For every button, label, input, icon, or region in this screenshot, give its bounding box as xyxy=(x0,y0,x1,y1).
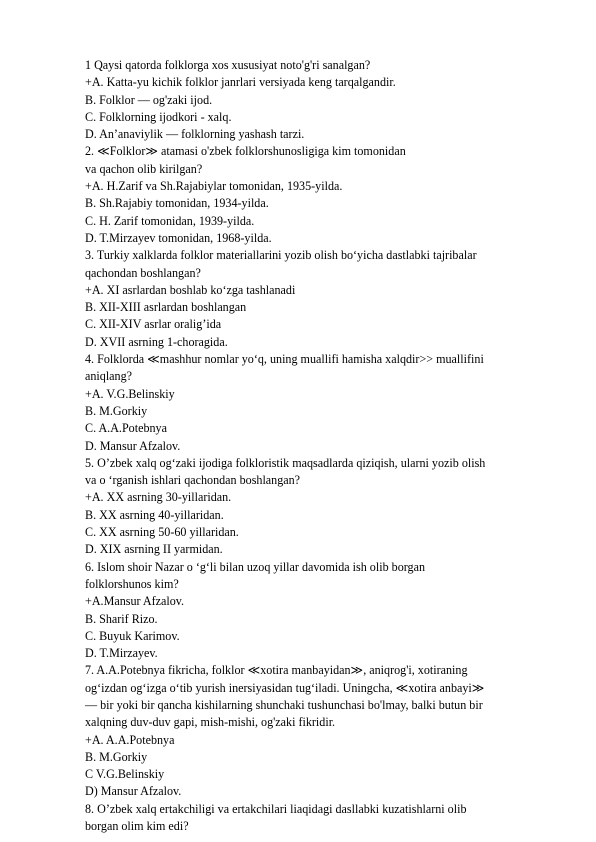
text-line: D. Mansur Afzalov. xyxy=(85,438,181,453)
text-line: 4. Folklorda ≪mashhur nomlar yo‘q, uning muallifi hamisha xalqdir>> muallifini xyxy=(85,352,484,367)
text-line: D. XIX asrning II yarmidan. xyxy=(85,542,223,557)
text-line: D. XVII asrning 1-choragida. xyxy=(85,334,228,349)
text-line: 8. O’zbek xalq ertakchiligi va ertakchilari liaqidagi dasllabki kuzatishlarni olib xyxy=(85,801,467,816)
text-line: +A.Mansur Afzalov. xyxy=(85,594,185,609)
text-line: C. XII-XIV asrlar oralig’ida xyxy=(85,317,222,332)
text-line: C V.G.Belinskiy xyxy=(85,767,165,782)
text-line: +A. H.Zarif va Sh.Rajabiylar tomonidan, 1935-yilda. xyxy=(85,179,343,194)
text-line: va o ‘rganish ishlari qachondan boshlangan? xyxy=(85,473,301,488)
text-line: +A. V.G.Belinskiy xyxy=(85,386,175,401)
text-line: B. XII-XIII asrlardan boshlangan xyxy=(85,300,247,315)
text-line: B. Sh.Rajabiy tomonidan, 1934-yilda. xyxy=(85,196,269,211)
text-line: B. M.Gorkiy xyxy=(85,403,148,418)
text-line: 6. Islom shoir Nazar o ‘g‘li bilan uzoq yillar davomida ish olib borgan xyxy=(85,559,426,574)
text-line: folklorshunos kim? xyxy=(85,576,179,591)
text-line: 2. ≪Folklor≫ atamasi o'zbek folklorshunosligiga kim tomonidan xyxy=(85,144,406,159)
text-line: og‘izdan og‘izga o‘tib yurish inersiyasidan tug‘iladi. Uningcha, ≪xotira anbayi≫ xyxy=(85,680,485,695)
text-line: 7. A.A.Potebnya fikricha, folklor ≪xotira manbayidan≫, aniqrog'i, xotiraning xyxy=(85,663,468,678)
text-line: +A. A.A.Potebnya xyxy=(85,732,175,747)
text-line: C. A.A.Potebnya xyxy=(85,421,167,436)
text-line: D. T.Mirzayev tomonidan, 1968-yilda. xyxy=(85,230,272,245)
text-line: C. H. Zarif tomonidan, 1939-yilda. xyxy=(85,213,255,228)
text-line: 5. O’zbek xalq og‘zaki ijodiga folkloristik maqsadlarda qiziqish, ularni yozib olish xyxy=(85,455,486,470)
text-line: C. Folklorning ijodkori - xalq. xyxy=(85,109,232,124)
text-line: 1 Qaysi qatorda folklorga xos xususiyat noto'g'ri sanalgan? xyxy=(85,58,371,72)
text-line: B. M.Gorkiy xyxy=(85,749,148,764)
text-line: +A. XX asrning 30-yillaridan. xyxy=(85,490,232,505)
text-line: qachondan boshlangan? xyxy=(85,265,201,280)
text-line: +A. Katta-yu kichik folklor janrlari versiyada keng tarqalgandir. xyxy=(85,75,396,90)
text-line: va qachon olib kirilgan? xyxy=(85,161,203,176)
text-line: D) Mansur Afzalov. xyxy=(85,784,182,799)
text-line: C. XX asrning 50-60 yillaridan. xyxy=(85,525,239,540)
text-line: B. XX asrning 40-yillaridan. xyxy=(85,507,224,522)
text-line: B. Sharif Rizo. xyxy=(85,611,158,626)
text-line: D. T.Mirzayev. xyxy=(85,646,158,661)
text-line: — bir yoki bir qancha kishilarning shunchaki tushunchasi bo'lmay, balki butun bir xyxy=(85,697,483,712)
text-line: D. An’anaviylik — folklorning yashash tarzi. xyxy=(85,127,305,142)
text-line: aniqlang? xyxy=(85,369,133,384)
question-text-block xyxy=(85,57,555,835)
text-line: borgan olim kim edi? xyxy=(85,819,189,834)
text-line: C. Buyuk Karimov. xyxy=(85,628,180,643)
text-line: B. Folklor — og'zaki ijod. xyxy=(85,92,213,107)
text-line: xalqning duv-duv gapi, mish-mishi, og'zaki fikridir. xyxy=(85,715,336,730)
text-line: +A. XI asrlardan boshlab ko‘zga tashlanadi xyxy=(85,282,296,297)
text-line: 3. Turkiy xalklarda folklor materiallarini yozib olish bo‘yicha dastlabki tajribalar xyxy=(85,248,477,263)
